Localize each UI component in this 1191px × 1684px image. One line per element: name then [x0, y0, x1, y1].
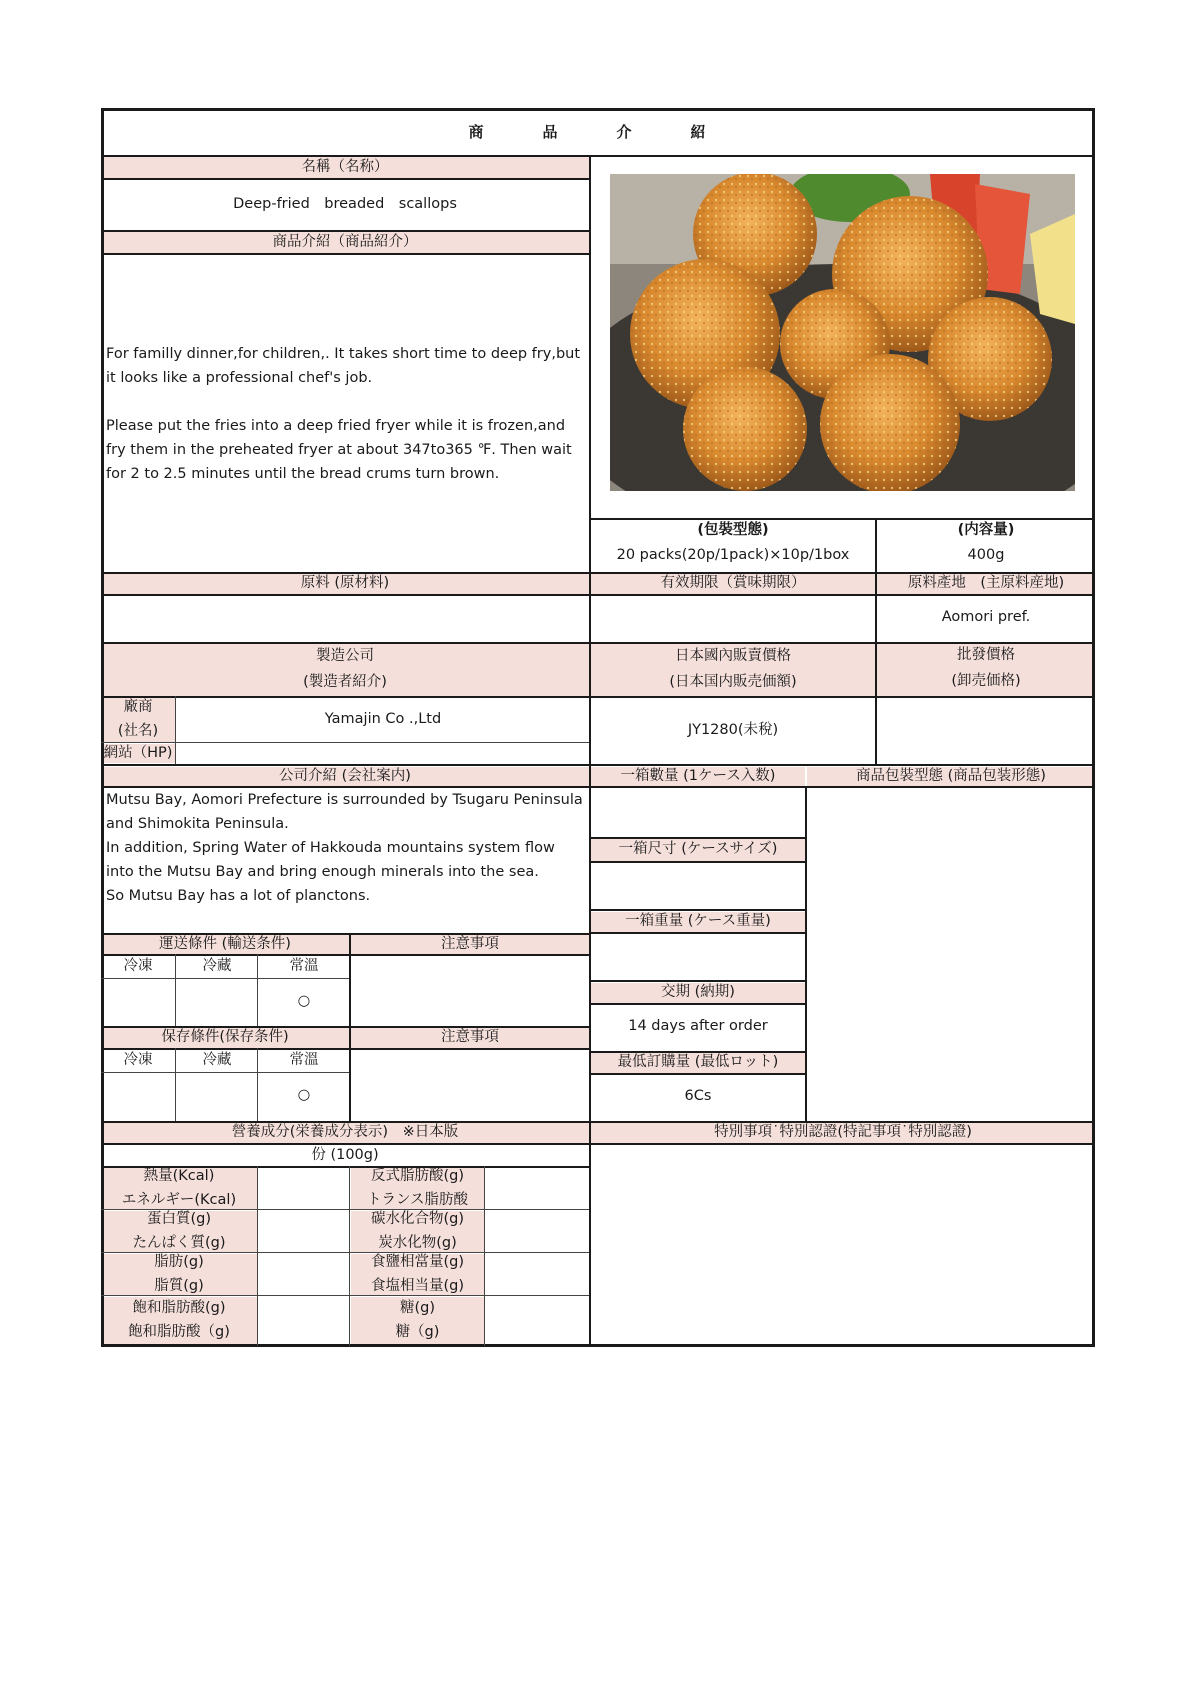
hl-nutrition-b — [101, 1143, 1095, 1145]
about-line-2: In addition, Spring Water of Hakkouda mountains system flow into the Mutsu Bay and bring enough minerals into the sea. — [106, 840, 555, 880]
nutrition-row-salt-label — [351, 1254, 484, 1295]
vl-transport-note — [349, 933, 351, 1121]
carb-l1: 碳水化合物(g) — [370, 1210, 465, 1227]
trans-fat-l1: 反式脂肪酸(g) — [370, 1167, 465, 1184]
vl-nut-2 — [349, 1166, 350, 1346]
expiry-label: 有效期限（賞味期限） — [591, 574, 875, 594]
divider-right-1 — [875, 518, 877, 764]
trans-fat-l2: トランス脂肪酸 — [366, 1191, 469, 1208]
hl-storage-cols — [101, 1072, 351, 1073]
vl-nut-3 — [484, 1166, 485, 1346]
hl-case-8 — [589, 1073, 807, 1075]
maker-label-line1: 製造公司 — [316, 648, 374, 665]
expiry-value — [591, 596, 875, 640]
nutrition-row-protein-label — [101, 1211, 257, 1252]
hl-row-ingredients-b — [101, 594, 1095, 596]
satfat-l1: 飽和脂肪酸(g) — [132, 1299, 226, 1316]
vl-transport-2 — [257, 954, 258, 1026]
hl-row-maker-b — [101, 696, 1095, 698]
content-value: 400g — [967, 547, 1005, 564]
energy-value — [259, 1168, 349, 1209]
case-size-value — [591, 863, 805, 908]
transport-col-frozen: 冷凍 — [123, 958, 153, 975]
nutrition-row-satfat-label — [101, 1297, 257, 1344]
retail-price-label — [591, 644, 875, 696]
nutrition-row-trans-fat-label — [351, 1168, 484, 1209]
salt-l1: 食鹽相當量(g) — [370, 1253, 465, 1270]
storage-col-frozen: 冷凍 — [123, 1052, 153, 1069]
frame-left — [101, 108, 104, 1346]
product-name: Deep-fried breaded scallops — [233, 196, 457, 213]
product-photo — [610, 174, 1075, 491]
hl-about — [101, 764, 1095, 766]
product-intro — [106, 342, 583, 486]
company-name-value: Yamajin Co .,Ltd — [324, 711, 442, 728]
frame-bottom — [101, 1344, 1095, 1347]
transport-label: 運送條件 (輸送条件) — [101, 935, 349, 954]
product-sheet — [101, 108, 1095, 1346]
hl-title — [101, 155, 1095, 157]
hl-case-6 — [589, 1003, 807, 1005]
hl-intro — [101, 253, 591, 255]
hl-row-maker — [101, 642, 1095, 644]
maker-label-line2: (製造者紹介) — [303, 674, 387, 690]
storage-note-label: 注意事項 — [351, 1028, 589, 1048]
frame-top — [101, 108, 1095, 111]
retail-label-line1: 日本國內販賣價格 — [675, 648, 791, 665]
wholesale-label-line2: (卸売価格) — [951, 672, 1021, 689]
hp-value — [177, 744, 589, 763]
hl-nutrition-portion — [101, 1166, 591, 1168]
transport-col-chilled: 冷藏 — [202, 958, 232, 975]
case-qty-label: 一箱數量 (1ケース入数) — [591, 767, 805, 786]
delivery-value: 14 days after order — [628, 1018, 768, 1035]
hl-transport — [101, 933, 591, 935]
name-label: 名稱（名称） — [101, 157, 589, 178]
about-line-1: Mutsu Bay, Aomori Prefecture is surrounded by Tsugaru Peninsula and Shimokita Peninsula. — [106, 792, 583, 832]
retail-price-value: JY1280(未稅) — [687, 722, 779, 739]
hl-nut-2 — [101, 1252, 589, 1253]
hl-case-2 — [589, 861, 807, 863]
trans-fat-value — [486, 1168, 589, 1209]
storage-label: 保存條件(保存条件) — [101, 1028, 349, 1048]
intro-paragraph-2: Please put the fries into a deep fried fryer while it is frozen,and fry them in the preheated fryer at about 347to365 ℉. Then wait for 2 to 2.5 minutes until the bread crums turn brown. — [106, 418, 572, 482]
package-value: 20 packs(20p/1pack)×10p/1box — [616, 547, 850, 564]
hl-nutrition — [101, 1121, 1095, 1123]
nutrition-label: 營養成分(栄養成分表示) ※日本版 — [101, 1123, 589, 1143]
special-value — [591, 1145, 1095, 1344]
protein-value — [259, 1211, 349, 1252]
frame-right — [1092, 108, 1095, 1346]
nutrition-row-carb-label — [351, 1211, 484, 1252]
wholesale-price-value — [877, 698, 1095, 764]
retail-label-line2: (日本国内販売価額) — [669, 674, 797, 690]
vl-company-label — [175, 696, 176, 764]
vl-transport-1 — [175, 954, 176, 1026]
sugar-l1: 糖(g) — [399, 1299, 436, 1316]
transport-col-ambient: 常溫 — [289, 958, 319, 975]
fried-scallops-image — [610, 174, 1075, 491]
vl-storage-1 — [175, 1048, 176, 1121]
page-title: 商 品 介 紹 — [468, 122, 728, 141]
transport-mark-chilled — [177, 980, 257, 1024]
min-lot-label: 最低訂購量 (最低ロット) — [591, 1053, 805, 1073]
salt-value — [486, 1254, 589, 1295]
nutrition-row-energy-label — [101, 1168, 257, 1209]
hl-name-b — [101, 230, 591, 232]
transport-note-label: 注意事項 — [351, 935, 589, 954]
intro-paragraph-1: For familly dinner,for children,. It takes short time to deep fry,but it looks like a professional chef's job. — [106, 346, 581, 386]
packform-label: 商品包裝型態 (商品包装形態) — [807, 767, 1095, 786]
case-weight-value — [591, 934, 805, 979]
company-about — [106, 788, 586, 908]
hl-photo — [589, 518, 1095, 520]
nutrition-row-sugar-label — [351, 1297, 484, 1344]
hl-row-ingredients — [101, 572, 1095, 574]
intro-label: 商品介紹（商品紹介） — [101, 232, 589, 253]
hl-transport-cols — [101, 978, 351, 979]
fat-value — [259, 1254, 349, 1295]
ingredients-label: 原料 (原材料) — [101, 574, 589, 594]
case-size-label: 一箱尺寸 (ケースサイズ) — [591, 839, 805, 861]
protein-l2: たんぱく質(g) — [132, 1234, 226, 1251]
energy-l2: エネルギー(Kcal) — [121, 1191, 237, 1208]
hl-case-4 — [589, 932, 807, 934]
origin-label: 原料產地 (主原料産地) — [877, 574, 1095, 594]
hl-storage — [101, 1026, 591, 1028]
transport-mark-frozen — [101, 980, 175, 1024]
vl-nut-1 — [257, 1166, 258, 1346]
salt-l2: 食塩相当量(g) — [370, 1277, 465, 1294]
satfat-value — [259, 1297, 349, 1344]
nutrition-row-fat-label — [101, 1254, 257, 1295]
storage-mark-ambient: ○ — [297, 1087, 311, 1104]
about-label: 公司介紹 (会社案内) — [101, 767, 589, 786]
hl-nut-3 — [101, 1295, 589, 1296]
storage-mark-frozen — [101, 1074, 175, 1118]
case-qty-value — [591, 788, 805, 837]
vl-storage-2 — [257, 1048, 258, 1121]
hl-case-5 — [589, 980, 807, 982]
content-label: (内容量) — [957, 522, 1015, 539]
storage-mark-chilled — [177, 1074, 257, 1118]
carb-l2: 炭水化物(g) — [378, 1234, 457, 1251]
company-label-line2: (社名) — [117, 723, 159, 739]
protein-l1: 蛋白質(g) — [146, 1210, 212, 1227]
carb-value — [486, 1211, 589, 1252]
company-label-line1: 廠商 — [123, 699, 153, 716]
wholesale-price-label — [877, 644, 1095, 696]
origin-value: Aomori pref. — [941, 609, 1031, 626]
satfat-l2: 飽和脂肪酸（g) — [128, 1323, 230, 1340]
min-lot-value: 6Cs — [684, 1088, 712, 1105]
energy-l1: 熱量(Kcal) — [143, 1167, 215, 1184]
maker-label — [101, 644, 589, 696]
case-weight-label: 一箱重量 (ケース重量) — [591, 912, 805, 932]
hl-nut-1 — [101, 1209, 589, 1210]
hl-case-3 — [589, 909, 807, 911]
sugar-l2: 糖（g) — [395, 1323, 440, 1340]
about-line-3: So Mutsu Bay has a lot of planctons. — [106, 888, 371, 904]
hp-label: 網站（HP) — [101, 744, 175, 763]
package-label: (包裝型態) — [697, 522, 769, 539]
fat-l1: 脂肪(g) — [154, 1253, 204, 1270]
hl-case-1 — [589, 837, 807, 839]
delivery-label: 交期 (納期) — [591, 983, 805, 1003]
nutrition-portion: 份 (100g) — [311, 1146, 379, 1163]
storage-col-chilled: 冷藏 — [202, 1052, 232, 1069]
hl-case-7 — [589, 1051, 807, 1053]
hl-about-b — [101, 786, 1095, 788]
fat-l2: 脂質(g) — [154, 1277, 204, 1294]
company-name-label — [101, 698, 175, 742]
sugar-value — [486, 1297, 589, 1344]
storage-col-ambient: 常溫 — [289, 1052, 319, 1069]
transport-mark-ambient: ○ — [297, 993, 311, 1010]
hl-name-a — [101, 178, 591, 180]
wholesale-label-line1: 批發價格 — [957, 647, 1015, 663]
special-label: 特別事項˙特別認證(特記事項˙特別認證) — [591, 1123, 1095, 1143]
ingredients-value — [101, 596, 589, 640]
